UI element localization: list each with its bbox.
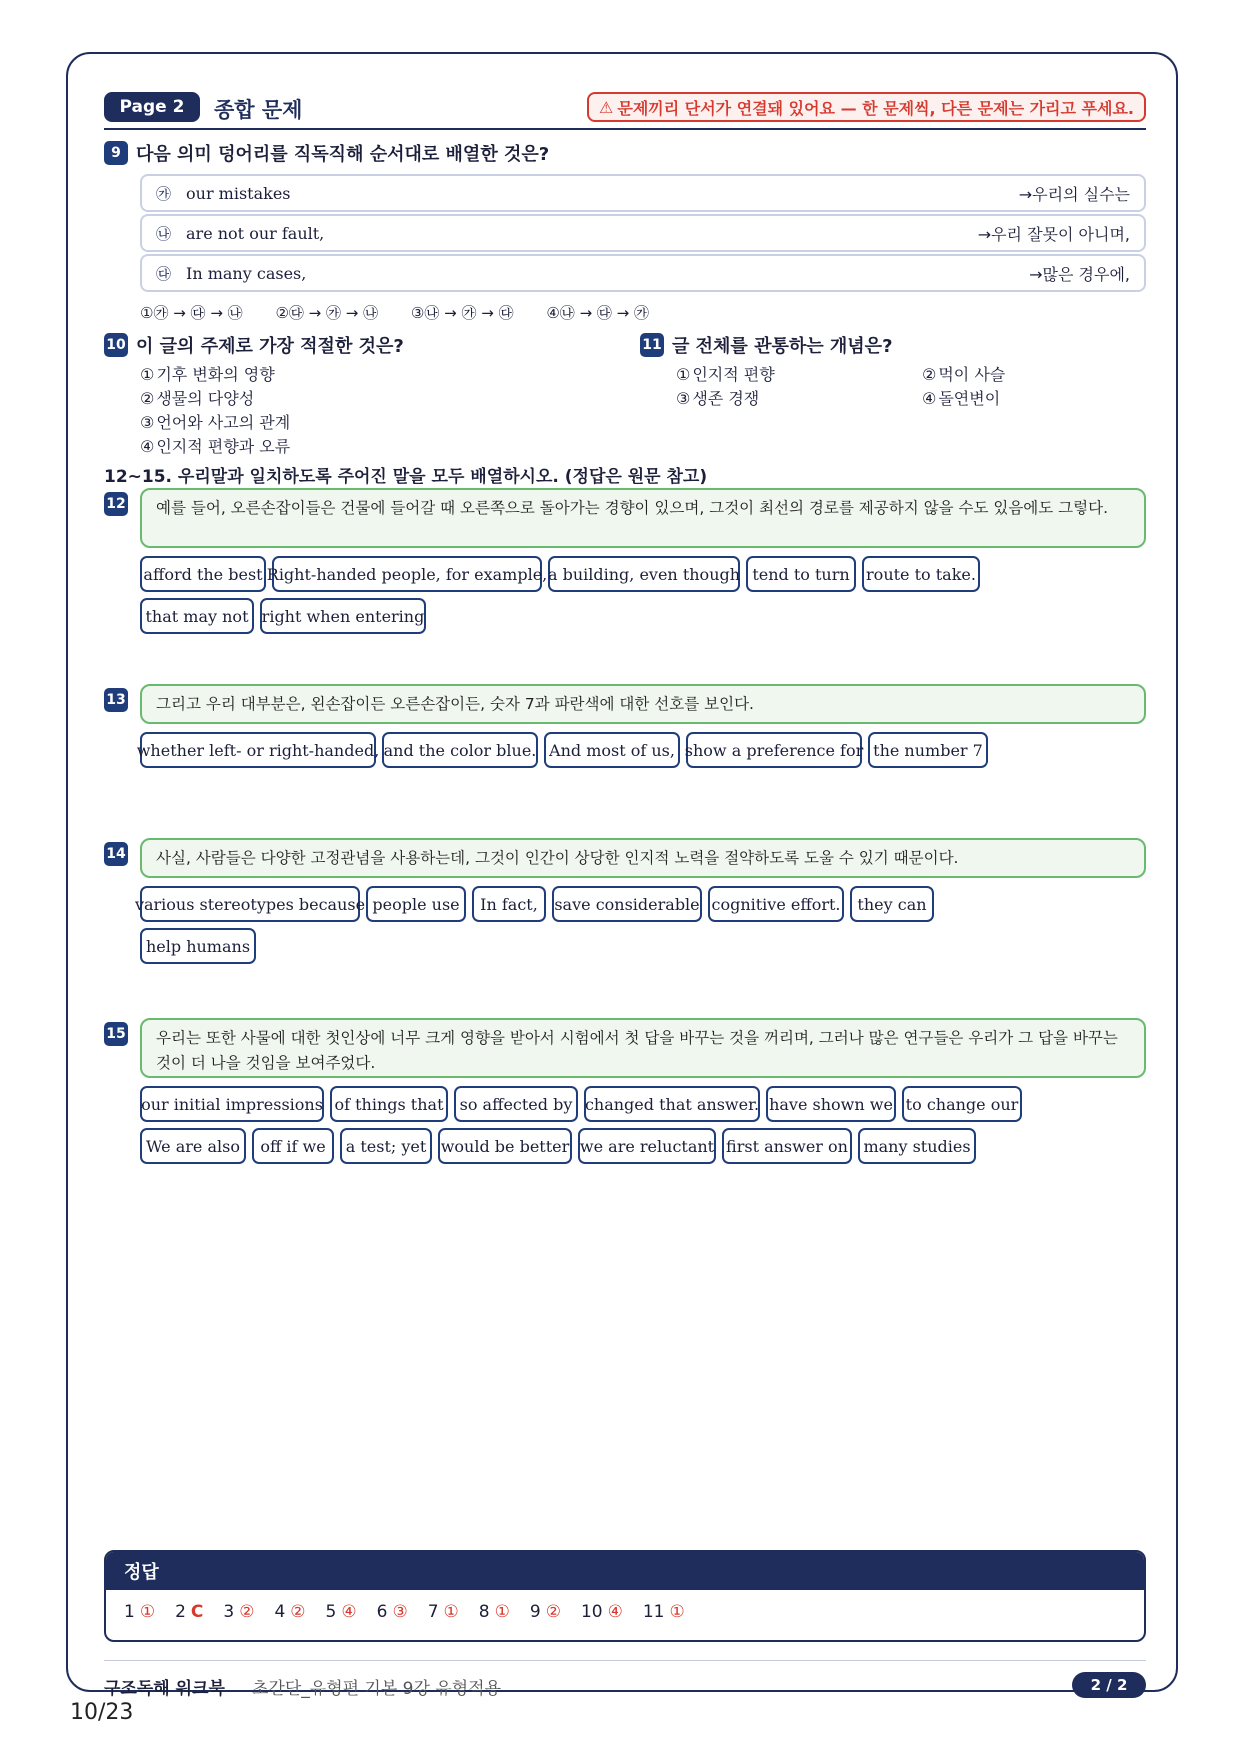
question-title: 이 글의 주제로 가장 적절한 것은?	[136, 336, 404, 357]
answer-item: 10 ④	[580, 1602, 623, 1622]
footer-divider	[104, 1660, 1146, 1661]
answer-item: 9 ②	[529, 1602, 561, 1622]
option-3[interactable]: ③ 언어와 사고의 관계	[140, 413, 291, 432]
warning-text: 문제끼리 단서가 연결돼 있어요 — 한 문제씩, 다른 문제는 가리고 푸세요.	[617, 98, 1134, 118]
chunk-row	[140, 214, 1146, 252]
word-tile[interactable]: Right-handed people, for example,	[272, 556, 542, 592]
document-page-number: 10/23	[70, 1700, 134, 1725]
word-tile[interactable]: the number 7	[868, 732, 988, 768]
chunk-english: are not our fault,	[186, 223, 325, 243]
word-tile[interactable]: a test; yet	[340, 1128, 432, 1164]
question-number: 12	[104, 492, 128, 516]
word-tile[interactable]: save considerable	[552, 886, 702, 922]
choice-1[interactable]: ①㉮ → ㉰ → ㉯	[140, 304, 243, 322]
chunk-mark: ㉯	[156, 224, 172, 243]
chunk-korean: →많은 경우에,	[1029, 264, 1130, 284]
answer-key-title: 정답	[106, 1552, 1144, 1590]
answer-item: 8 ①	[478, 1602, 510, 1622]
option-4[interactable]: ④ 인지적 편향과 오류	[140, 437, 291, 456]
word-tile[interactable]: have shown we	[766, 1086, 896, 1122]
choice-3[interactable]: ③㉯ → ㉮ → ㉰	[410, 304, 514, 322]
option-4[interactable]: ④ 돌연변이	[922, 389, 1001, 408]
chunk-korean: →우리 잘못이 아니며,	[977, 224, 1130, 244]
word-tile[interactable]: first answer on	[722, 1128, 852, 1164]
answer-item: 5 ④	[325, 1602, 357, 1622]
word-tile[interactable]: cognitive effort.	[708, 886, 844, 922]
question-10-header	[104, 332, 404, 358]
word-tile[interactable]: off if we	[252, 1128, 334, 1164]
word-tile[interactable]: that may not	[140, 598, 254, 634]
answer-item: 6 ③	[376, 1602, 408, 1622]
korean-sentence-box: 그리고 우리 대부분은, 왼손잡이든 오른손잡이든, 숫자 7과 파란색에 대한 선호를 보인다.	[140, 684, 1146, 724]
word-tile[interactable]: they can	[850, 886, 934, 922]
word-tile[interactable]: We are also	[140, 1128, 246, 1164]
korean-sentence-box: 예를 들어, 오른손잡이들은 건물에 들어갈 때 오른쪽으로 돌아가는 경향이 있으며, 그것이 최선의 경로를 제공하지 않을 수도 있음에도 그렇다.	[140, 488, 1146, 548]
korean-sentence-box: 우리는 또한 사물에 대한 첫인상에 너무 크게 영향을 받아서 시험에서 첫 답을 바꾸는 것을 꺼리며, 그러나 많은 연구들은 우리가 그 답을 바꾸는 것이 더 나을 것임을 보여주었다.	[140, 1018, 1146, 1078]
word-tile[interactable]: help humans	[140, 928, 256, 964]
answer-item: 4 ②	[274, 1602, 306, 1622]
question-number: 9	[104, 141, 128, 165]
word-tile[interactable]: various stereotypes because	[140, 886, 360, 922]
choice-4[interactable]: ④㉯ → ㉰ → ㉮	[546, 304, 650, 322]
footer-title: 구조독해 워크북	[104, 1679, 225, 1699]
word-tile[interactable]: would be better	[438, 1128, 572, 1164]
answer-key-list	[106, 1590, 1144, 1634]
word-tile[interactable]: right when entering	[260, 598, 426, 634]
section-title: 종합 문제	[214, 98, 303, 122]
answer-item: 1 ①	[124, 1602, 156, 1622]
word-tile[interactable]: our initial impressions	[140, 1086, 324, 1122]
word-tile[interactable]: we are reluctant	[578, 1128, 716, 1164]
page-header	[104, 90, 1146, 130]
word-tile[interactable]: and the color blue.	[382, 732, 538, 768]
word-tile[interactable]: changed that answer.	[584, 1086, 760, 1122]
question-number: 11	[640, 333, 664, 357]
word-tile[interactable]: In fact,	[472, 886, 546, 922]
question-11-header	[640, 332, 893, 358]
question-number: 10	[104, 333, 128, 357]
word-tile[interactable]: And most of us,	[544, 732, 680, 768]
question-9-header	[104, 140, 549, 166]
answer-item: 11 ①	[642, 1602, 685, 1622]
word-tile[interactable]: people use	[366, 886, 466, 922]
chunk-mark: ㉰	[156, 264, 172, 283]
chunk-english: our mistakes	[186, 183, 291, 203]
answer-key-box	[104, 1550, 1146, 1642]
option-2[interactable]: ② 생물의 다양성	[140, 389, 255, 408]
question-number: 13	[104, 688, 128, 712]
word-tile[interactable]: route to take.	[862, 556, 980, 592]
warning-icon: ⚠	[599, 97, 614, 117]
option-3[interactable]: ③ 생존 경쟁	[676, 389, 760, 408]
question-number: 14	[104, 842, 128, 866]
question-title: 글 전체를 관통하는 개념은?	[672, 336, 893, 357]
answer-item: 2 C	[175, 1602, 204, 1622]
question-number: 15	[104, 1022, 128, 1046]
answer-item: 7 ①	[427, 1602, 459, 1622]
word-tile[interactable]: to change our	[902, 1086, 1022, 1122]
chunk-korean: →우리의 실수는	[1018, 184, 1130, 204]
worksheet-frame	[66, 52, 1178, 1699]
word-tile[interactable]: show a preference for	[686, 732, 862, 768]
choice-2[interactable]: ②㉰ → ㉮ → ㉯	[275, 304, 379, 322]
question-9-choices	[140, 302, 677, 323]
word-tile[interactable]: many studies	[858, 1128, 976, 1164]
chunk-mark: ㉮	[156, 184, 172, 203]
footer-page-indicator: 2 / 2	[1072, 1672, 1146, 1698]
option-2[interactable]: ② 먹이 사슬	[922, 365, 1006, 384]
instruction-heading: 12~15. 우리말과 일치하도록 주어진 말을 모두 배열하시오. (정답은 원문 참고)	[104, 467, 708, 487]
option-1[interactable]: ① 기후 변화의 영향	[140, 365, 275, 384]
answer-item: 3 ②	[223, 1602, 255, 1622]
korean-sentence-box: 사실, 사람들은 다양한 고정관념을 사용하는데, 그것이 인간이 상당한 인지적 노력을 절약하도록 도울 수 있기 때문이다.	[140, 838, 1146, 878]
option-1[interactable]: ① 인지적 편향	[676, 365, 775, 384]
chunk-row	[140, 174, 1146, 212]
word-tile[interactable]: whether left- or right-handed,	[140, 732, 376, 768]
footer-subtitle: 초간단_유형편 기본 9강 유형적용	[252, 1679, 502, 1699]
word-tile[interactable]: afford the best	[140, 556, 266, 592]
chunk-english: In many cases,	[186, 263, 307, 283]
word-tile[interactable]: so affected by	[454, 1086, 578, 1122]
word-tile[interactable]: a building, even though	[548, 556, 740, 592]
word-tile[interactable]: of things that	[330, 1086, 448, 1122]
chunk-row	[140, 254, 1146, 292]
question-title: 다음 의미 덩어리를 직독직해 순서대로 배열한 것은?	[136, 144, 550, 165]
warning-banner	[587, 92, 1146, 122]
word-tile[interactable]: tend to turn	[746, 556, 856, 592]
page-label: Page 2	[104, 92, 200, 122]
